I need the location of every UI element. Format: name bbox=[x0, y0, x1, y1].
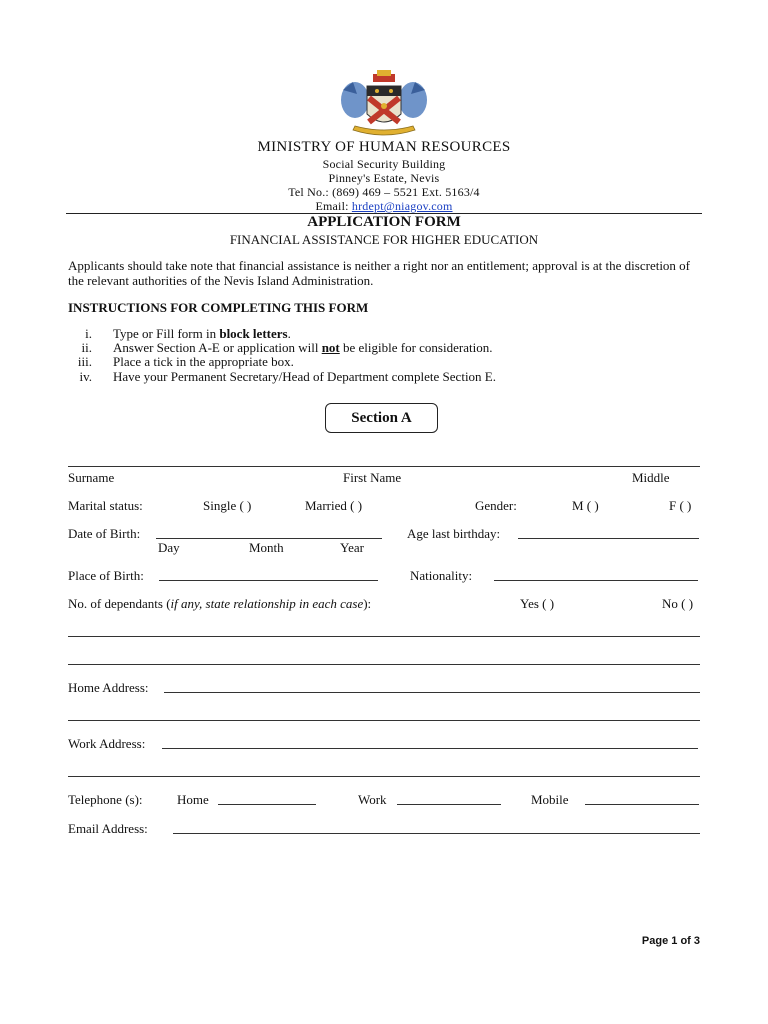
instructions-heading: INSTRUCTIONS FOR COMPLETING THIS FORM bbox=[68, 300, 369, 315]
home-phone-input-line[interactable] bbox=[218, 804, 316, 805]
telephone-info: Tel No.: (869) 469 – 5521 Ext. 5163/4 bbox=[288, 185, 480, 199]
home-address-input-line[interactable] bbox=[164, 692, 700, 693]
dob-input-line[interactable] bbox=[156, 538, 382, 539]
email-info bbox=[0, 199, 768, 213]
page-number: Page 1 of 3 bbox=[641, 935, 700, 947]
email-link[interactable]: hrdept@niagov.com bbox=[351, 199, 453, 213]
dob-label: Date of Birth: bbox=[68, 526, 141, 541]
address-line-1: Social Security Building bbox=[322, 157, 446, 171]
dependants-label: No. of dependants (if any, state relationship in each case): bbox=[68, 596, 372, 611]
email-label: Email: bbox=[315, 199, 349, 213]
dependants-input-line[interactable] bbox=[68, 664, 700, 665]
notice-paragraph: Applicants should take note that financial assistance is neither a right nor an entitlement; approval is at the discretion of the relevant authorities of the Nevis Island Administration. bbox=[68, 258, 691, 288]
home-address-label: Home Address: bbox=[68, 680, 149, 695]
age-label: Age last birthday: bbox=[407, 526, 501, 541]
section-a-label: Section A bbox=[325, 403, 438, 433]
male-checkbox[interactable]: M ( ) bbox=[572, 498, 599, 513]
work-address-input-line[interactable] bbox=[68, 776, 700, 777]
nationality-input-line[interactable] bbox=[494, 580, 698, 581]
dependants-input-line[interactable] bbox=[68, 636, 700, 637]
form-title: APPLICATION FORM bbox=[307, 214, 461, 230]
home-phone-label: Home bbox=[177, 792, 209, 807]
dob-day-label: Day bbox=[158, 540, 180, 555]
address-line-2: Pinney's Estate, Nevis bbox=[328, 171, 440, 185]
mobile-phone-input-line[interactable] bbox=[585, 804, 699, 805]
work-address-label: Work Address: bbox=[68, 736, 146, 751]
middle-name-label: Middle bbox=[632, 470, 670, 485]
first-name-label: First Name bbox=[343, 470, 402, 485]
form-subtitle: FINANCIAL ASSISTANCE FOR HIGHER EDUCATION bbox=[229, 232, 539, 247]
home-address-input-line[interactable] bbox=[68, 720, 700, 721]
married-checkbox[interactable]: Married ( ) bbox=[305, 498, 363, 513]
marital-status-label: Marital status: bbox=[68, 498, 143, 513]
place-of-birth-input-line[interactable] bbox=[159, 580, 378, 581]
place-of-birth-label: Place of Birth: bbox=[68, 568, 144, 583]
email-address-label: Email Address: bbox=[68, 821, 148, 836]
single-checkbox[interactable]: Single ( ) bbox=[203, 498, 252, 513]
dob-year-label: Year bbox=[340, 540, 364, 555]
ministry-title: MINISTRY OF HUMAN RESOURCES bbox=[257, 139, 511, 155]
surname-label: Surname bbox=[68, 470, 115, 485]
name-input-line[interactable] bbox=[68, 466, 700, 467]
dependants-yes-checkbox[interactable]: Yes ( ) bbox=[520, 596, 555, 611]
gender-label: Gender: bbox=[475, 498, 517, 513]
work-phone-input-line[interactable] bbox=[397, 804, 501, 805]
dob-month-label: Month bbox=[249, 540, 284, 555]
work-address-input-line[interactable] bbox=[162, 748, 698, 749]
work-phone-label: Work bbox=[358, 792, 387, 807]
nationality-label: Nationality: bbox=[410, 568, 473, 583]
mobile-phone-label: Mobile bbox=[531, 792, 569, 807]
coat-of-arms-icon bbox=[333, 70, 435, 140]
female-checkbox[interactable]: F ( ) bbox=[669, 498, 692, 513]
age-input-line[interactable] bbox=[518, 538, 699, 539]
telephone-label: Telephone (s): bbox=[68, 792, 143, 807]
email-address-input-line[interactable] bbox=[173, 833, 700, 834]
dependants-no-checkbox[interactable]: No ( ) bbox=[662, 596, 694, 611]
